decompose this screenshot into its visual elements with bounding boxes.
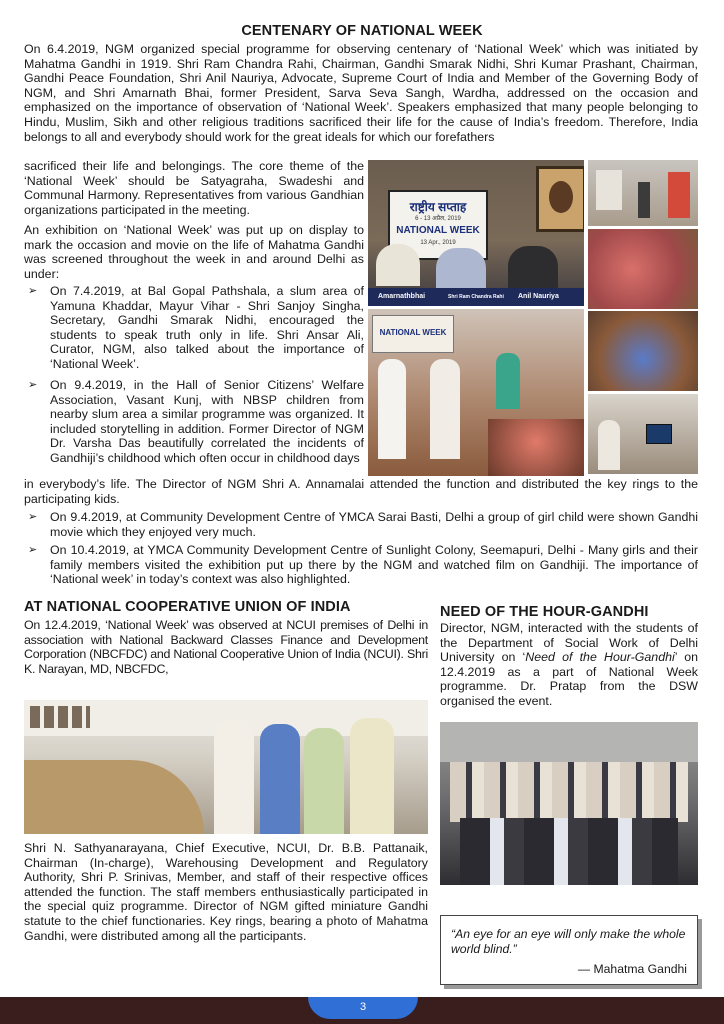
bullet-text: On 9.4.2019, at Community Development Centre of YMCA Sarai Basti, Delhi a group of girl child were shown Gandhi movie which they enjoyed very much. [50,510,698,539]
ncui-paragraph-2: Shri N. Sathyanarayana, Chief Executive, NCUI, Dr. B.B. Pattanaik, Chairman (In-charge), Warehousing Development and Regulatory Authority, Shri P. Srinivas, Member, and staff of their respective offices attended the function. The staff members enthusiastically participated in the special quiz programme. Director of NGM gifted miniature Gandhi statute to the chief functionaries. Key rings, bearing a photo of Mahatma Gandhi, were distributed among all the participants. [24,841,428,943]
bullet-item-4 [24,543,698,587]
section-title-need-of-hour: NEED OF THE HOUR-GANDHI [440,604,649,620]
photo-slum-event: NATIONAL WEEK [368,309,584,476]
caption-name-2: Shri Ram Chandra Rahi [448,294,504,300]
event-title-emphasis: Need of the Hour-Gandhi [525,650,675,665]
bullet-item-3 [24,510,698,539]
speaker-figure [376,244,420,286]
caption-name-3: Anil Nauriya [518,293,559,300]
centenary-intro-paragraph: On 6.4.2019, NGM organized special programme for observing centenary of ‘National Week’ which was initiated by Mahatma Gandhi in 1919. Shri Ram Chandra Rahi, Chairman, Gandhi Smarak Nidhi, Shri Kumar Prashant, Chairman, Gandhi Peace Foundation, Shri Anil Nauriya, Advocate, Supreme Court of India and Member of the Governing Body of NGM, and Shri Amarnath Bhai, former President, Sarva Seva Sangh, Wardha, addressed on the occasion and emphasized on the importance of observation of ‘National Week’. Speakers emphasized that many people belonging to Hindu, Muslim, Sikh and other religious traditions sacrificed their life for the cause of India’s freedom. Therefore, India belongs to all and everybody should work for the great ideals for which our forefathers [24,42,698,144]
gandhi-quote-box [440,915,698,985]
bullet-item-1 [24,284,364,372]
need-of-hour-paragraph: Director, NGM, interacted with the students of the Department of Social Work of Delhi University on ‘Need of the Hour-Gandhi’ on 12.4.2019 as a part of National Week programme. Dr. Pratap from the DSW organised the event. [440,621,698,708]
photo-ncui-ceremony [24,700,428,834]
bullet-arrow-icon: ➢ [28,544,38,556]
caption-name-1: Amarnathbhai [378,293,426,300]
section-title-ncui: AT NATIONAL COOPERATIVE UNION OF INDIA [24,599,351,615]
photo-children-sitting [588,311,698,391]
photo-film-screening [588,394,698,474]
national-week-banner: राष्ट्रीय सप्ताह 6 - 13 अप्रैल, 2019 NATIONAL WEEK 13 Apr., 2019 [388,190,488,260]
bullet-2-continuation: in everybody’s life. The Director of NGM Shri A. Annamalai attended the function and distributed the key rings to the participating kids. [24,477,698,506]
bullet-text: On 9.4.2019, in the Hall of Senior Citizens’ Welfare Association, Vasant Kunj, with NBSP children from nearby slum area a similar programme was organized. It included storytelling in addition. Former Director of NGM Dr. Varsha Das beautifully correlated the incidents of Gandhiji’s childhood which often occur in childhood days [50,378,364,465]
page-number-tab [308,997,418,1019]
bullet-item-2 [24,378,364,466]
photo-crowd-children [588,229,698,309]
photo-exhibition-hall [588,160,698,226]
bullet-text: On 7.4.2019, at Bal Gopal Pathshala, a slum area of Yamuna Khaddar, Mayur Vihar - Shri Sanjoy Singha, Secretary, Gandhi Smarak Nidhi, encouraged the students to speak truth only in life. Shri Ansar Ali, Curator, NGM, also talked about the importance of ‘National Week’. [50,284,364,371]
quote-author: — Mahatma Gandhi [577,962,687,976]
photo-dsw-students-group [440,722,698,885]
speaker-figure [508,246,558,288]
exhibition-paragraph: An exhibition on ‘National Week’ was put up on display to mark the occasion and movie on the life of Mahatma Gandhi was screened throughout the week in and around Delhi as under: [24,223,364,281]
page-number: 3 [359,1001,367,1013]
section-title-centenary: CENTENARY OF NATIONAL WEEK [241,23,483,39]
bullet-arrow-icon: ➢ [28,285,38,297]
quote-text: “An eye for an eye will only make the whole world blind.” [451,927,686,956]
bullet-arrow-icon: ➢ [28,511,38,523]
photo-speakers-panel [368,160,584,306]
centenary-theme-paragraph: sacrificed their life and belongings. The core theme of the ‘National Week’ should be Satyagraha, Swadeshi and Communal Harmony. Representatives from various Gandhian organizations participated in the meeting. [24,159,364,217]
ncui-paragraph-1: On 12.4.2019, ‘National Week’ was observed at NCUI premises of Delhi in association with National Backward Classes Finance and Development Corporation (NBCFDC) and National Cooperative Union of India (NCUI). Shri K. Narayan, MD, NBCFDC, [24,618,428,676]
bullet-text: On 10.4.2019, at YMCA Community Development Centre of Sunlight Colony, Seemapuri, Delhi - Many girls and their family members visited the exhibition put up there by the NGM and watched film on Gandhiji. The importance of ‘National week’ in today’s context was also highlighted. [50,543,698,587]
portrait-frame [536,166,584,232]
speaker-figure [436,248,486,288]
bullet-arrow-icon: ➢ [28,379,38,391]
